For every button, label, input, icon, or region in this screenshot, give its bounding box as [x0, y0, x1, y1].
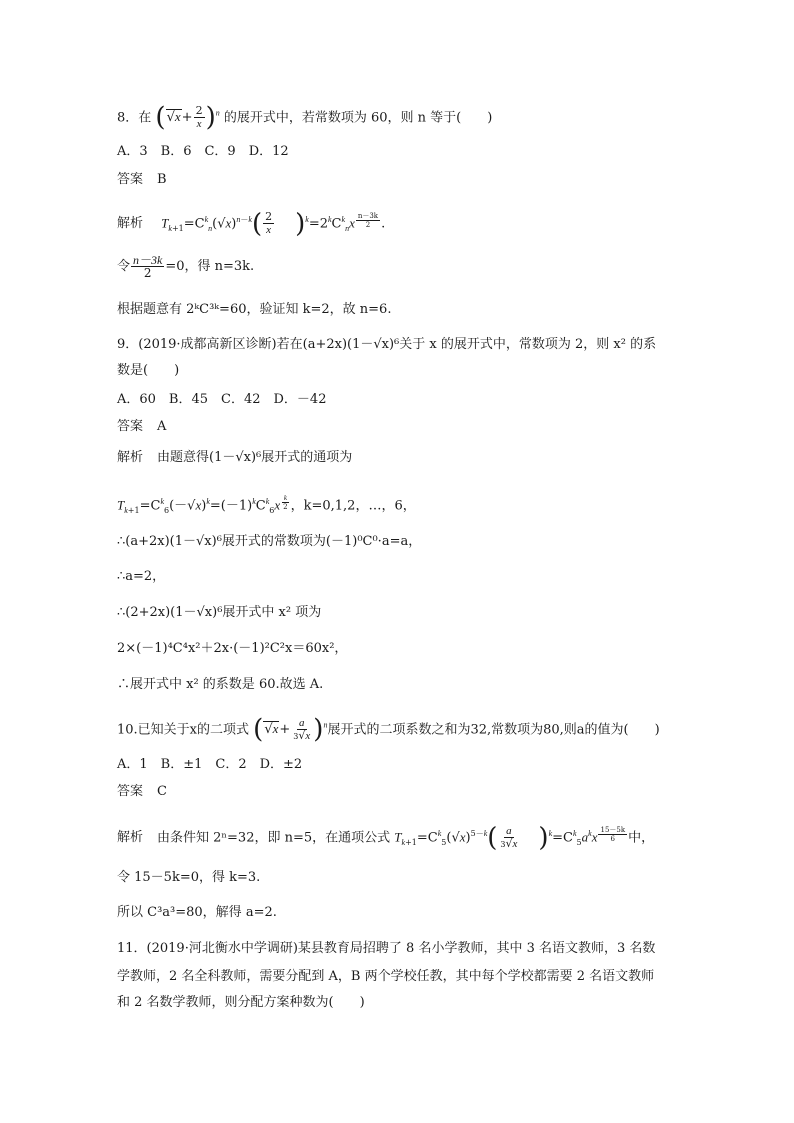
q8-stem-prefix: 8．在 [117, 110, 152, 126]
q9-stem-line2: 数是( ) [117, 363, 180, 378]
q10-options: A．1 B．±1 C．2 D．±2 [117, 757, 303, 772]
q9-analysis-line1: 解析 由题意得(1－√x)⁶展开式的通项为 [117, 450, 353, 465]
q10-analysis-line3: 所以 C³a³=80，解得 a=2. [117, 905, 277, 920]
q9-answer: 答案 A [117, 419, 167, 434]
q9-stem-line1: 9．(2019·成都高新区诊断)若在(a+2x)(1－√x)⁶关于 x 的展开式中，常数项为 2，则 x² 的系 [117, 337, 657, 352]
q9-analysis-line5: ∴(2+2x)(1－√x)⁶展开式中 x² 项为 [117, 605, 322, 620]
q11-stem-line3: 和 2 名数学教师，则分配方案种数为( ) [117, 995, 365, 1010]
q8-answer: 答案 B [117, 172, 167, 187]
q8-binomial-expression: (√x+ $\frac{2}{x}$ )$^n$ [155, 102, 220, 133]
q9-analysis-line6: 2×(－1)⁴C⁴x²＋2x·(－1)²C²x＝60x²， [117, 641, 348, 656]
q8-stem-suffix: 的展开式中，若常数项为 60，则 n 等于( [223, 110, 462, 126]
q10-analysis-line2: 令 15－5k=0，得 k=3. [117, 870, 261, 885]
q9-analysis-line7: ∴展开式中 x² 的系数是 60.故选 A. [117, 677, 324, 692]
q11-stem-line1: 11．(2019·河北衡水中学调研)某县教育局招聘了 8 名小学教师，其中 3 名语文教师，3 名数 [117, 941, 656, 956]
q9-options: A．60 B．45 C．42 D．－42 [117, 392, 327, 407]
q8-analysis-step2: 令 $\frac{n-3k}{2}$ =0，得 n=3k. [117, 253, 255, 280]
q10-analysis-line1: 解析 由条件知 2ⁿ=32，即 n=5，在通项公式 $T_{k+1}=C^k_5(√x)^{5-k}$( $\frac{a}{3√x}$ )$^k=C^k_5a^kx$ $^{\frac{15-5k}{6}}$ 中， [117, 822, 655, 853]
q10-stem: 10.已知关于x的二项式 (√x+ $\frac{a}{3√x}$ )$^n$展开式的二项系数之和为32,常数项为80,则a的值为( ) [117, 714, 660, 745]
q9-analysis-line4: ∴a=2， [117, 569, 166, 584]
q9-analysis-line3: ∴(a+2x)(1－√x)⁶展开式的常数项为(－1)⁰C⁰·a=a， [117, 534, 422, 549]
q10-binomial-expression: (√x+ $\frac{a}{3√x}$ )$^n$ [253, 714, 328, 745]
q8-analysis-step3: 根据题意有 2ᵏC³ᵏ=60，验证知 k=2，故 n=6. [117, 302, 392, 317]
q8-analysis-formula: 解析 $T_{k+1}=C^k_n(√x)^{n-k}$( $\frac{2}{x}$ )$^k=2^kC^k_nx$ $^{\frac{n-3k}{2}}$ . [117, 208, 386, 239]
q8-stem: 8．在 (√x+ $\frac{2}{x}$ )$^n$ 的展开式中，若常数项为 60，则 n 等于( ) [117, 102, 493, 133]
q8-options: A．3 B．6 C．9 D．12 [117, 144, 289, 159]
q10-answer: 答案 C [117, 784, 167, 799]
q9-analysis-line2: $T_{k+1}=C^k_6(-√x)^k=(-1)^kC^k_6x$ $^{\frac{k}{2}}$ ，k=0,1,2，…，6， [117, 493, 416, 515]
q11-stem-line2: 学教师，2 名全科教师，需要分配到 A，B 两个学校任教，其中每个学校都需要 2 名语文教师 [117, 969, 655, 984]
